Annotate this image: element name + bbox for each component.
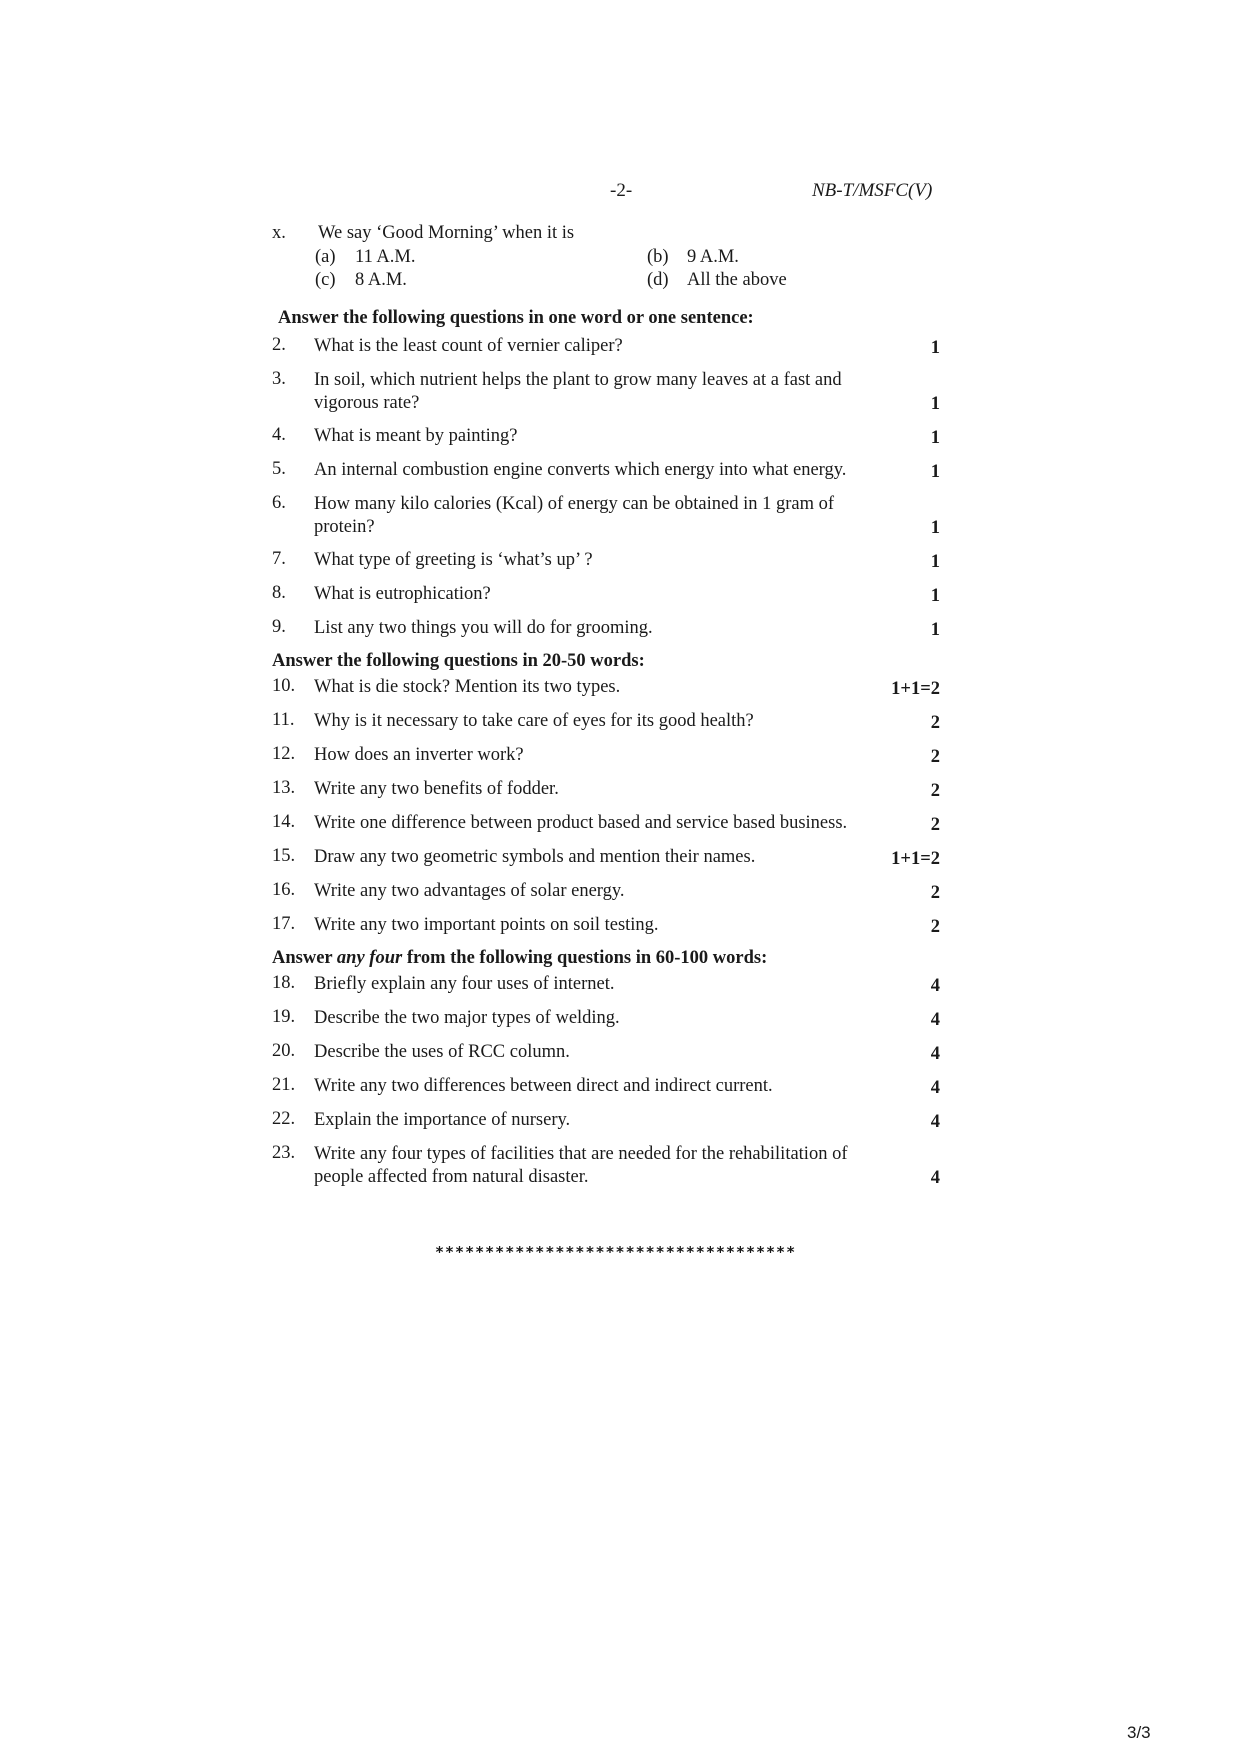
marks: 1+1=2 [891, 849, 940, 869]
end-separator: ************************************ [435, 1243, 797, 1261]
question-item: 4. What is meant by painting? 1 [272, 425, 940, 448]
question-item: 5. An internal combustion engine converts which energy into what energy. 1 [272, 459, 940, 482]
marks: 1+1=2 [891, 679, 940, 699]
mcq-option-d: (d) All the above [647, 270, 787, 290]
marks: 2 [930, 713, 940, 733]
marks: 1 [930, 338, 940, 358]
question-paper-body [272, 223, 952, 1199]
question-item: 23. Write any four types of facilities that are needed for the rehabilitation of people affected from natural disaster. 4 [272, 1143, 940, 1188]
question-item: 6. How many kilo calories (Kcal) of energy can be obtained in 1 gram of protein? 1 [272, 493, 940, 538]
paper-code: NB-T/MSFC(V) [812, 180, 933, 201]
page-header [0, 180, 1240, 204]
page-number: -2- [610, 180, 633, 201]
question-item: 10. What is die stock? Mention its two types. 1+1=2 [272, 676, 940, 699]
marks: 4 [930, 1044, 940, 1064]
marks: 4 [930, 1078, 940, 1098]
page-count: 3/3 [1127, 1723, 1151, 1742]
marks: 1 [930, 462, 940, 482]
marks: 4 [930, 1010, 940, 1030]
question-item: 20. Describe the uses of RCC column. 4 [272, 1041, 940, 1064]
question-item: 17. Write any two important points on soil testing. 2 [272, 914, 940, 937]
marks: 1 [930, 428, 940, 448]
mcq-option-c: (c) 8 A.M. [315, 270, 407, 290]
question-item: 11. Why is it necessary to take care of eyes for its good health? 2 [272, 710, 940, 733]
marks: 2 [930, 747, 940, 767]
question-item: 15. Draw any two geometric symbols and mention their names. 1+1=2 [272, 846, 940, 869]
question-list-one-word [272, 335, 952, 641]
question-item: 2. What is the least count of vernier caliper? 1 [272, 335, 940, 358]
marks: 4 [930, 976, 940, 996]
question-item: 18. Briefly explain any four uses of internet. 4 [272, 973, 940, 996]
marks: 2 [930, 815, 940, 835]
question-item: 3. In soil, which nutrient helps the plant to grow many leaves at a fast and vigorous rate? 1 [272, 369, 940, 414]
question-list-short-answer [272, 676, 952, 938]
question-item: 7. What type of greeting is ‘what’s up’ ? 1 [272, 549, 940, 572]
marks: 2 [930, 917, 940, 937]
question-item: 22. Explain the importance of nursery. 4 [272, 1109, 940, 1132]
question-text: We say ‘Good Morning’ when it is [318, 223, 575, 243]
question-item: 9. List any two things you will do for grooming. 1 [272, 617, 940, 640]
question-item: 21. Write any two differences between direct and indirect current. 4 [272, 1075, 940, 1098]
marks: 4 [930, 1112, 940, 1132]
question-item: 16. Write any two advantages of solar energy. 2 [272, 880, 940, 903]
marks: 1 [930, 518, 940, 538]
marks: 2 [930, 781, 940, 801]
mcq-question [272, 223, 952, 293]
question-item: 14. Write one difference between product based and service based business. 2 [272, 812, 940, 835]
marks: 1 [930, 620, 940, 640]
marks: 2 [930, 883, 940, 903]
question-item: 8. What is eutrophication? 1 [272, 583, 940, 606]
section-heading-short-answer: Answer the following questions in 20-50 words: [272, 651, 645, 671]
question-item: 13. Write any two benefits of fodder. 2 [272, 778, 940, 801]
marks: 1 [930, 552, 940, 572]
mcq-option-a: (a) 11 A.M. [315, 247, 416, 267]
question-item: 12. How does an inverter work? 2 [272, 744, 940, 767]
question-item: 19. Describe the two major types of welding. 4 [272, 1007, 940, 1030]
section-heading-long-answer: Answer any four from the following questions in 60-100 words: [272, 948, 768, 968]
marks: 1 [930, 394, 940, 414]
section-heading-one-word: Answer the following questions in one word or one sentence: [278, 308, 754, 328]
marks: 1 [930, 586, 940, 606]
mcq-option-b: (b) 9 A.M. [647, 247, 739, 267]
question-number: x. [272, 223, 286, 243]
marks: 4 [930, 1168, 940, 1188]
question-list-long-answer [272, 973, 952, 1189]
